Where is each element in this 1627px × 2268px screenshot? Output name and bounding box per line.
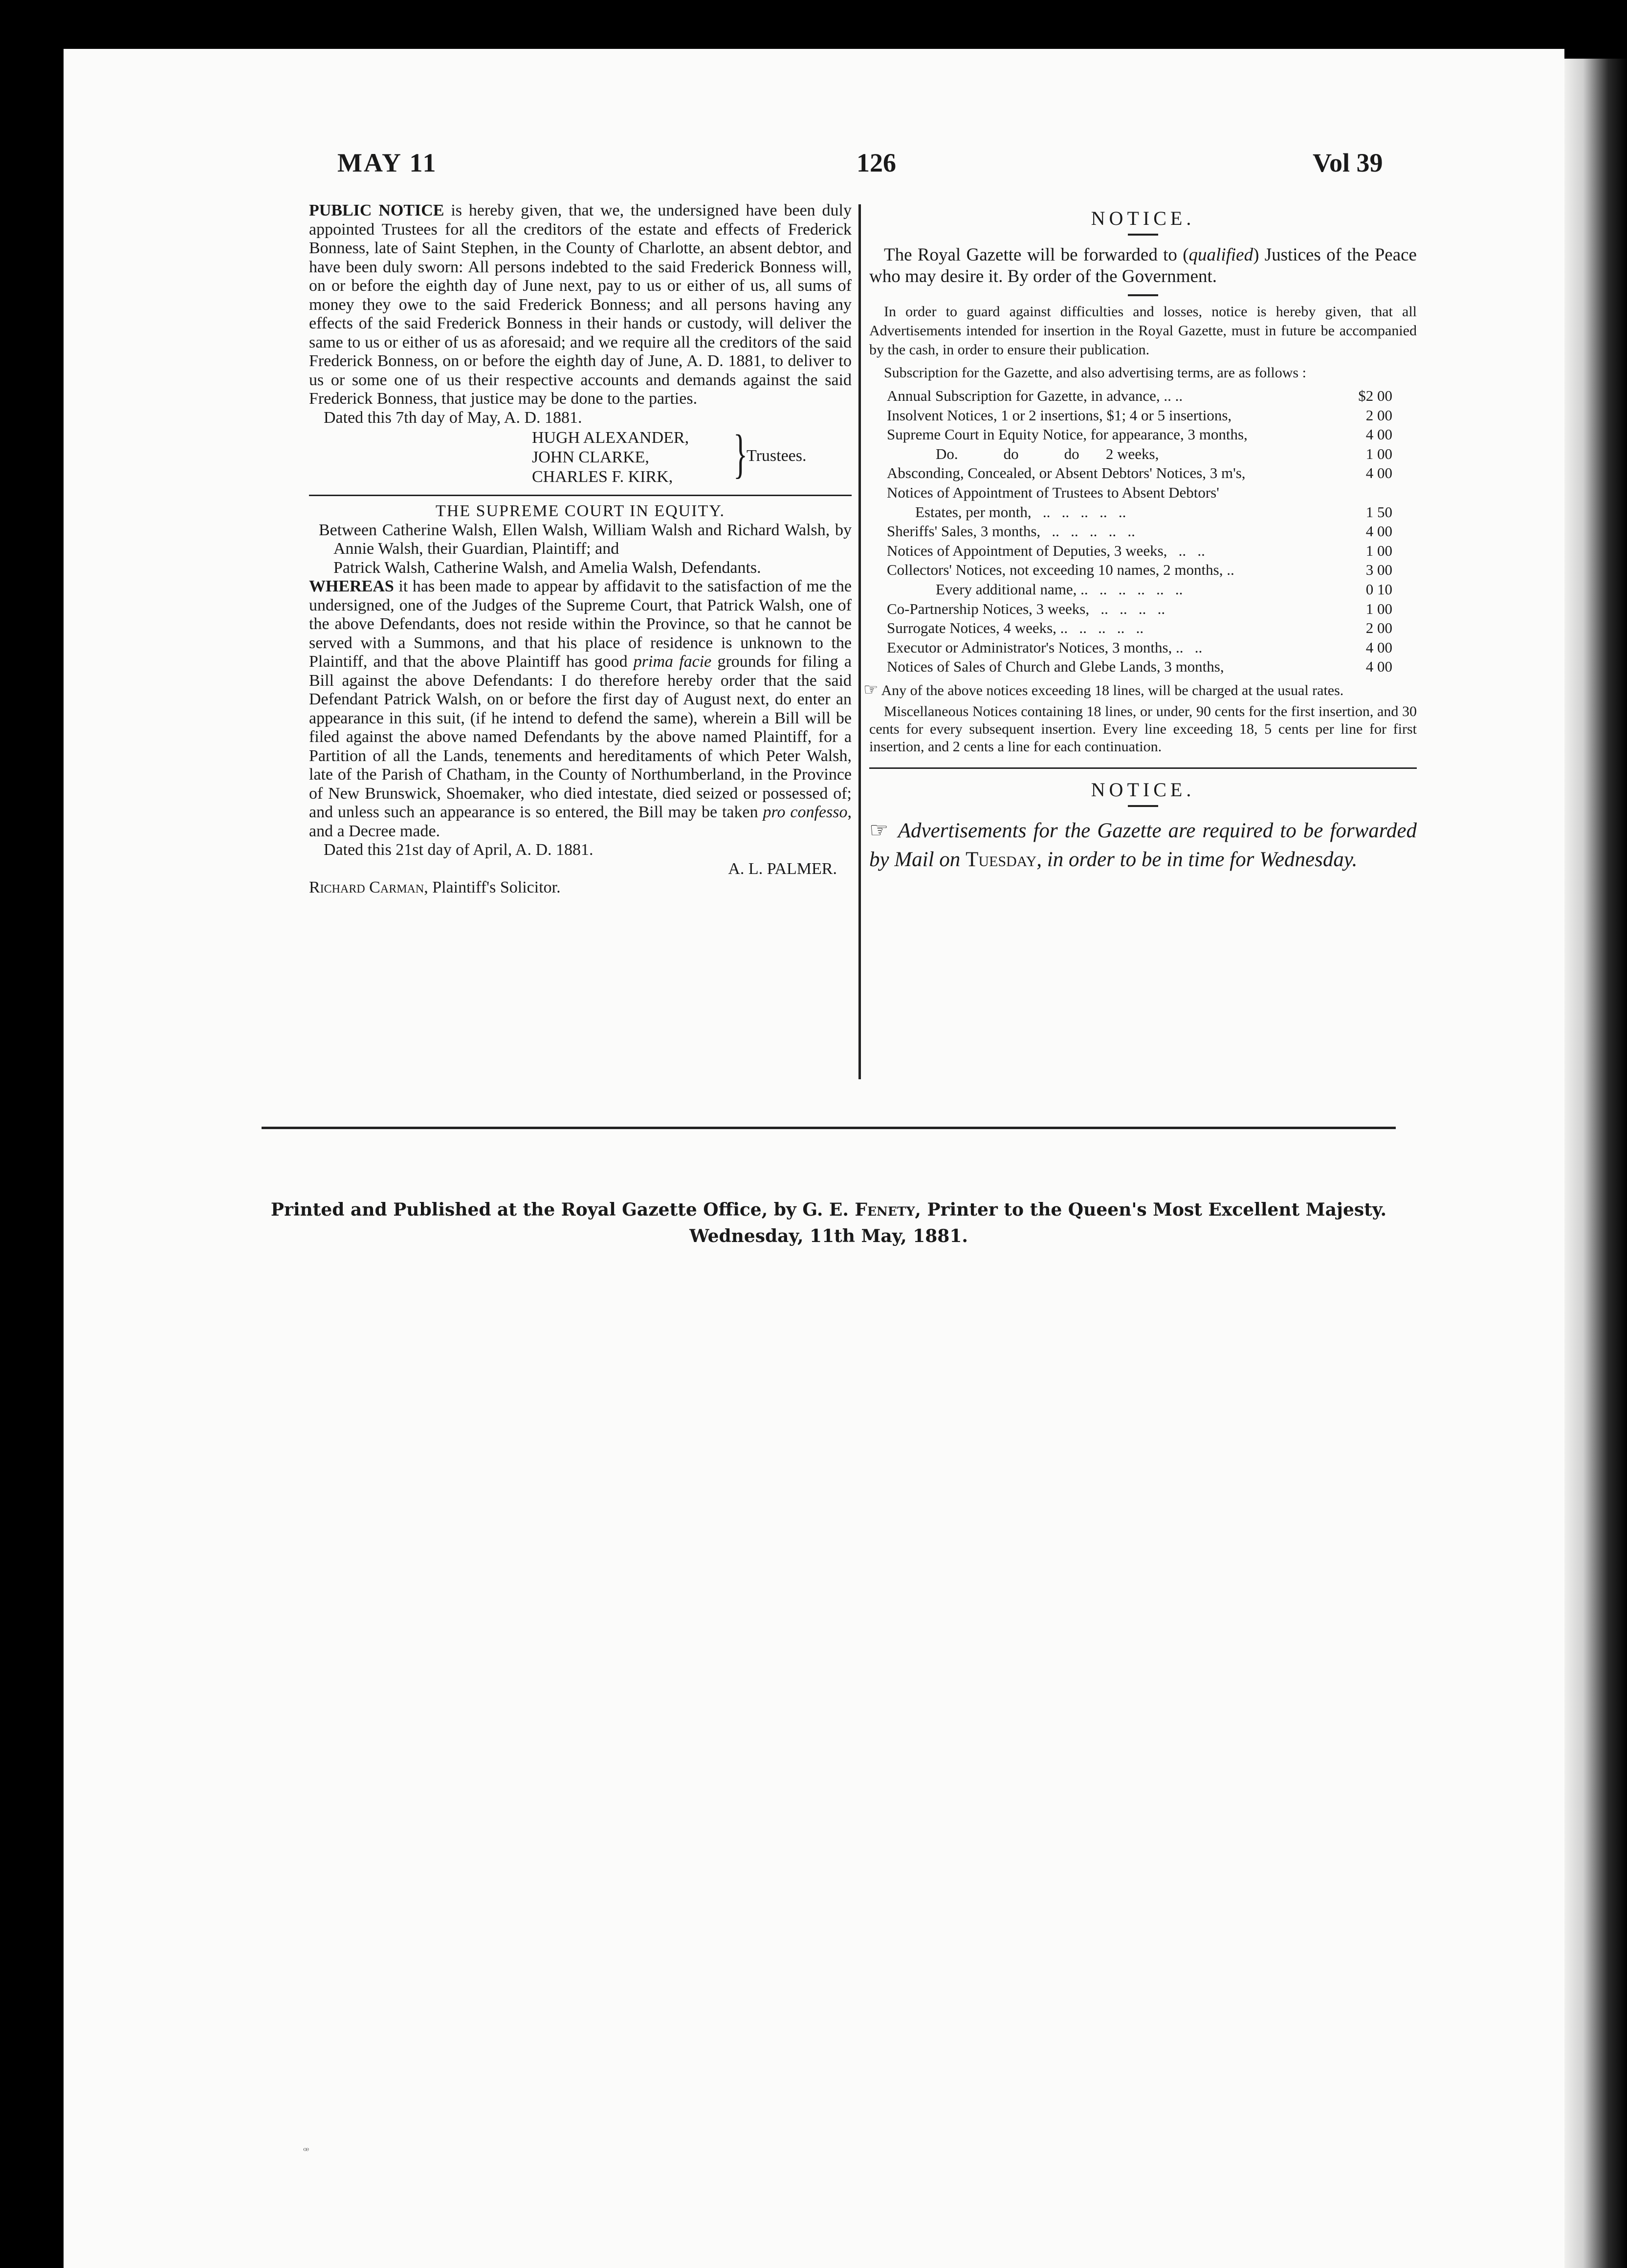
imprint-text: Printed and Published at the Royal Gazette Office, by G. E. (270, 1199, 855, 1220)
rate-row (887, 386, 1417, 406)
rate-label: Every additional name, .. .. .. .. .. .. (936, 580, 1183, 598)
solicitor-line (309, 878, 852, 897)
mail-notice-text (869, 816, 1417, 874)
rate-row (887, 657, 1417, 676)
section-divider (309, 495, 852, 496)
rate-row (887, 560, 1417, 580)
rate-label: Supreme Court in Equity Notice, for appearance, 3 months, (887, 426, 1248, 443)
rate-value: 4 00 (1365, 426, 1392, 443)
notice-text: Advertisements for the Gazette are required to be forwarded by Mail on (869, 819, 1417, 871)
equity-notice-body (309, 577, 852, 841)
notice-text: The Royal Gazette will be forwarded to ( (884, 245, 1189, 265)
solicitor-name: Richard Carman (309, 878, 424, 896)
printer-imprint (262, 1199, 1396, 1220)
section-divider (869, 767, 1417, 769)
left-column (309, 201, 852, 897)
trustee-names (532, 428, 689, 487)
notice-text: , and a Decree made. (309, 803, 852, 840)
trustee-signatures (309, 424, 852, 487)
trustee-name: CHARLES F. KIRK, (532, 468, 673, 486)
rate-label: Notices of Appointment of Trustees to Absent Debtors' (887, 483, 1219, 501)
rate-label: Notices of Appointment of Deputies, 3 weeks, .. .. (887, 542, 1205, 559)
notice-text: ) Justices of the Peace who may desire it. By order of the Government. (869, 245, 1417, 286)
miscellaneous-rates: Miscellaneous Notices containing 18 lines, or under, 90 cents for the first insertion, and 30 cents for every subsequent insertion. Every line exceeding 18, 5 cents per line for first insertion, and 2 cents a line for each continuation. (869, 703, 1417, 755)
rate-value: 4 00 (1365, 464, 1392, 482)
printer-name: Fenety (855, 1199, 915, 1220)
rate-row (887, 522, 1417, 541)
rate-label: Do. do do 2 weeks, (936, 445, 1159, 462)
rate-label: Estates, per month, .. .. .. .. .. (915, 503, 1126, 521)
rate-label: Notices of Sales of Church and Glebe Lands, 3 months, (887, 658, 1224, 676)
judge-signature: A. L. PALMER. (728, 859, 837, 878)
brace-icon: } (733, 424, 748, 483)
rate-value: 2 00 (1365, 406, 1392, 424)
rate-row (887, 406, 1417, 425)
rate-row (887, 502, 1417, 522)
page-edge (1564, 59, 1627, 2268)
equity-plaintiffs: Between Catherine Walsh, Ellen Walsh, William Walsh and Richard Walsh, by Annie Walsh, their Guardian, Plaintiff; and (319, 521, 852, 558)
rates-list (887, 386, 1417, 676)
rate-label: Absconding, Concealed, or Absent Debtors' Notices, 3 m's, (887, 464, 1246, 482)
notice-title: NOTICE. (1091, 778, 1195, 801)
publication-date: Wednesday, 11th May, 1881. (689, 1226, 968, 1246)
mail-notice (869, 778, 1417, 874)
rate-label: Collectors' Notices, not exceeding 10 names, 2 months, .. (887, 561, 1234, 579)
rate-row (887, 425, 1417, 444)
trustees-label: Trustees. (747, 447, 807, 465)
rate-value: 2 00 (1365, 619, 1392, 637)
latin-term: prima facie (633, 653, 712, 671)
bottom-divider (262, 1127, 1396, 1129)
terms-intro: Subscription for the Gazette, and also advertising terms, are as follows : (884, 365, 1306, 381)
short-divider (1128, 234, 1158, 236)
rate-value: 4 00 (1365, 523, 1392, 540)
rate-label: Annual Subscription for Gazette, in advance, .. .. (887, 387, 1183, 404)
solicitor-role: , Plaintiff's Solicitor. (424, 878, 561, 896)
rate-row (887, 618, 1417, 638)
rate-row (887, 463, 1417, 483)
rate-label: Surrogate Notices, 4 weeks, .. .. .. .. .. (887, 619, 1144, 637)
rate-value: 0 10 (1365, 580, 1392, 598)
trustee-notice (309, 201, 852, 487)
rate-row (887, 638, 1417, 657)
rate-row (887, 483, 1417, 502)
notice-text: is hereby given, that we, the undersigned have been duly appointed Trustees for all the creditors of the estate and effects of Frederick Bonness, late of Saint Stephen, in the County of Charlotte, an absent debtor, and have been duly sworn: All persons indebted to the said Frederick Bonness will, on or before the eighth day of June next, pay to us or either of us, all sums of money they owe to the said Frederick Bonness; and all persons having any effects of the said Frederick Bonness in their hands or custody, will deliver the same to us or either of us as aforesaid; and we require all the creditors of the said Frederick Bonness, on or before the eighth day of June, A. D. 1881, to deliver to us or some one of us their respective accounts and demands against the said Frederick Bonness, that justice may be done to the parties. (309, 201, 852, 408)
trustee-notice-date: Dated this 7th day of May, A. D. 1881. (324, 408, 582, 427)
rate-label: Executor or Administrator's Notices, 3 months, .. .. (887, 638, 1203, 656)
rate-row (887, 599, 1417, 619)
rate-value: 1 00 (1365, 542, 1392, 559)
imprint-text: , Printer to the Queen's Most Excellent Majesty. (915, 1199, 1387, 1220)
rate-label: Sheriffs' Sales, 3 months, .. .. .. .. .. (887, 523, 1135, 540)
rate-label: Insolvent Notices, 1 or 2 insertions, $1; 4 or 5 insertions, (887, 406, 1232, 424)
excess-lines-note (863, 680, 1417, 700)
notice-text: it has been made to appear by affidavit to the satisfaction of me the undersigned, one of the Judges of the Supreme Court, that Patrick Walsh, one of the above Defendants, does not reside within the Province, so that he cannot be served with a Summons, and that his place of residence is unknown to the Plaintiff, and that the above Plaintiff has good (309, 577, 852, 671)
rate-value: 4 00 (1365, 638, 1392, 656)
equity-defendants: Patrick Walsh, Catherine Walsh, and Amelia Walsh, Defendants. (333, 558, 761, 577)
rate-value: 3 00 (1365, 561, 1392, 579)
notice-text: grounds for filing a Bill against the above Defendants: I do therefore hereby order that the said Defendant Patrick Walsh, on or before the first day of August next, do enter an appearance in this suit, (if he intend to defend the same), wherein a Bill will be filed against the above named Defendants by the above named Plaintiff, for a Partition of all the Lands, tenements and hereditaments of which Peter Walsh, late of the Parish of Chatham, in the County of Northumberland, in the Province of New Brunswick, Shoemaker, who died intestate, died seized or possessed of; and unless such an appearance is so entered, the Bill may be taken (309, 653, 852, 821)
notice-lead: WHEREAS (309, 577, 394, 595)
notice-text: , in order to be in time for Wednesday. (1036, 848, 1358, 871)
right-column (863, 206, 1417, 874)
equity-notice-date: Dated this 21st day of April, A. D. 1881. (324, 841, 594, 859)
column-divider (858, 204, 861, 1079)
rate-value (1335, 483, 1417, 502)
trustee-name: HUGH ALEXANDER, (532, 429, 689, 447)
page-number: 126 (857, 148, 896, 177)
rate-value: 1 00 (1365, 600, 1392, 617)
header-date: MAY 11 (337, 148, 438, 177)
latin-term: pro confesso (763, 803, 848, 821)
notice-title: NOTICE. (1091, 207, 1195, 229)
short-divider (1128, 294, 1158, 296)
trustee-notice-body (309, 201, 852, 409)
rate-value: $2 00 (1358, 387, 1392, 404)
rate-value: 1 50 (1365, 503, 1392, 521)
short-divider (1128, 805, 1158, 807)
justices-notice (869, 244, 1417, 287)
notice-text: Any of the above notices exceeding 18 lines, will be charged at the usual rates. (881, 682, 1344, 698)
rate-label: Co-Partnership Notices, 3 weeks, .. .. .. .. (887, 600, 1165, 617)
trustee-name: JOHN CLARKE, (532, 448, 649, 466)
pointing-hand-icon: ☞ (869, 818, 889, 842)
rate-row (887, 580, 1417, 599)
rate-row (887, 541, 1417, 561)
gazette-notice (863, 206, 1417, 756)
equity-notice (309, 502, 852, 897)
qualified-term: qualified (1188, 245, 1253, 265)
cash-notice: In order to guard against difficulties and losses, notice is hereby given, that all Advertisements intended for insertion in the Royal Gazette, must in future be accompanied by the cash, in order to ensure their publication. (869, 304, 1417, 358)
equity-notice-title: THE SUPREME COURT IN EQUITY. (436, 502, 725, 520)
rate-value: 4 00 (1365, 658, 1392, 676)
rate-value: 1 00 (1365, 445, 1392, 462)
volume-number: Vol 39 (1313, 148, 1383, 177)
notice-lead: PUBLIC NOTICE (309, 201, 444, 219)
margin-mark: ꟹ (303, 2146, 309, 2157)
rate-row (887, 444, 1417, 464)
tuesday: Tuesday (966, 848, 1037, 871)
